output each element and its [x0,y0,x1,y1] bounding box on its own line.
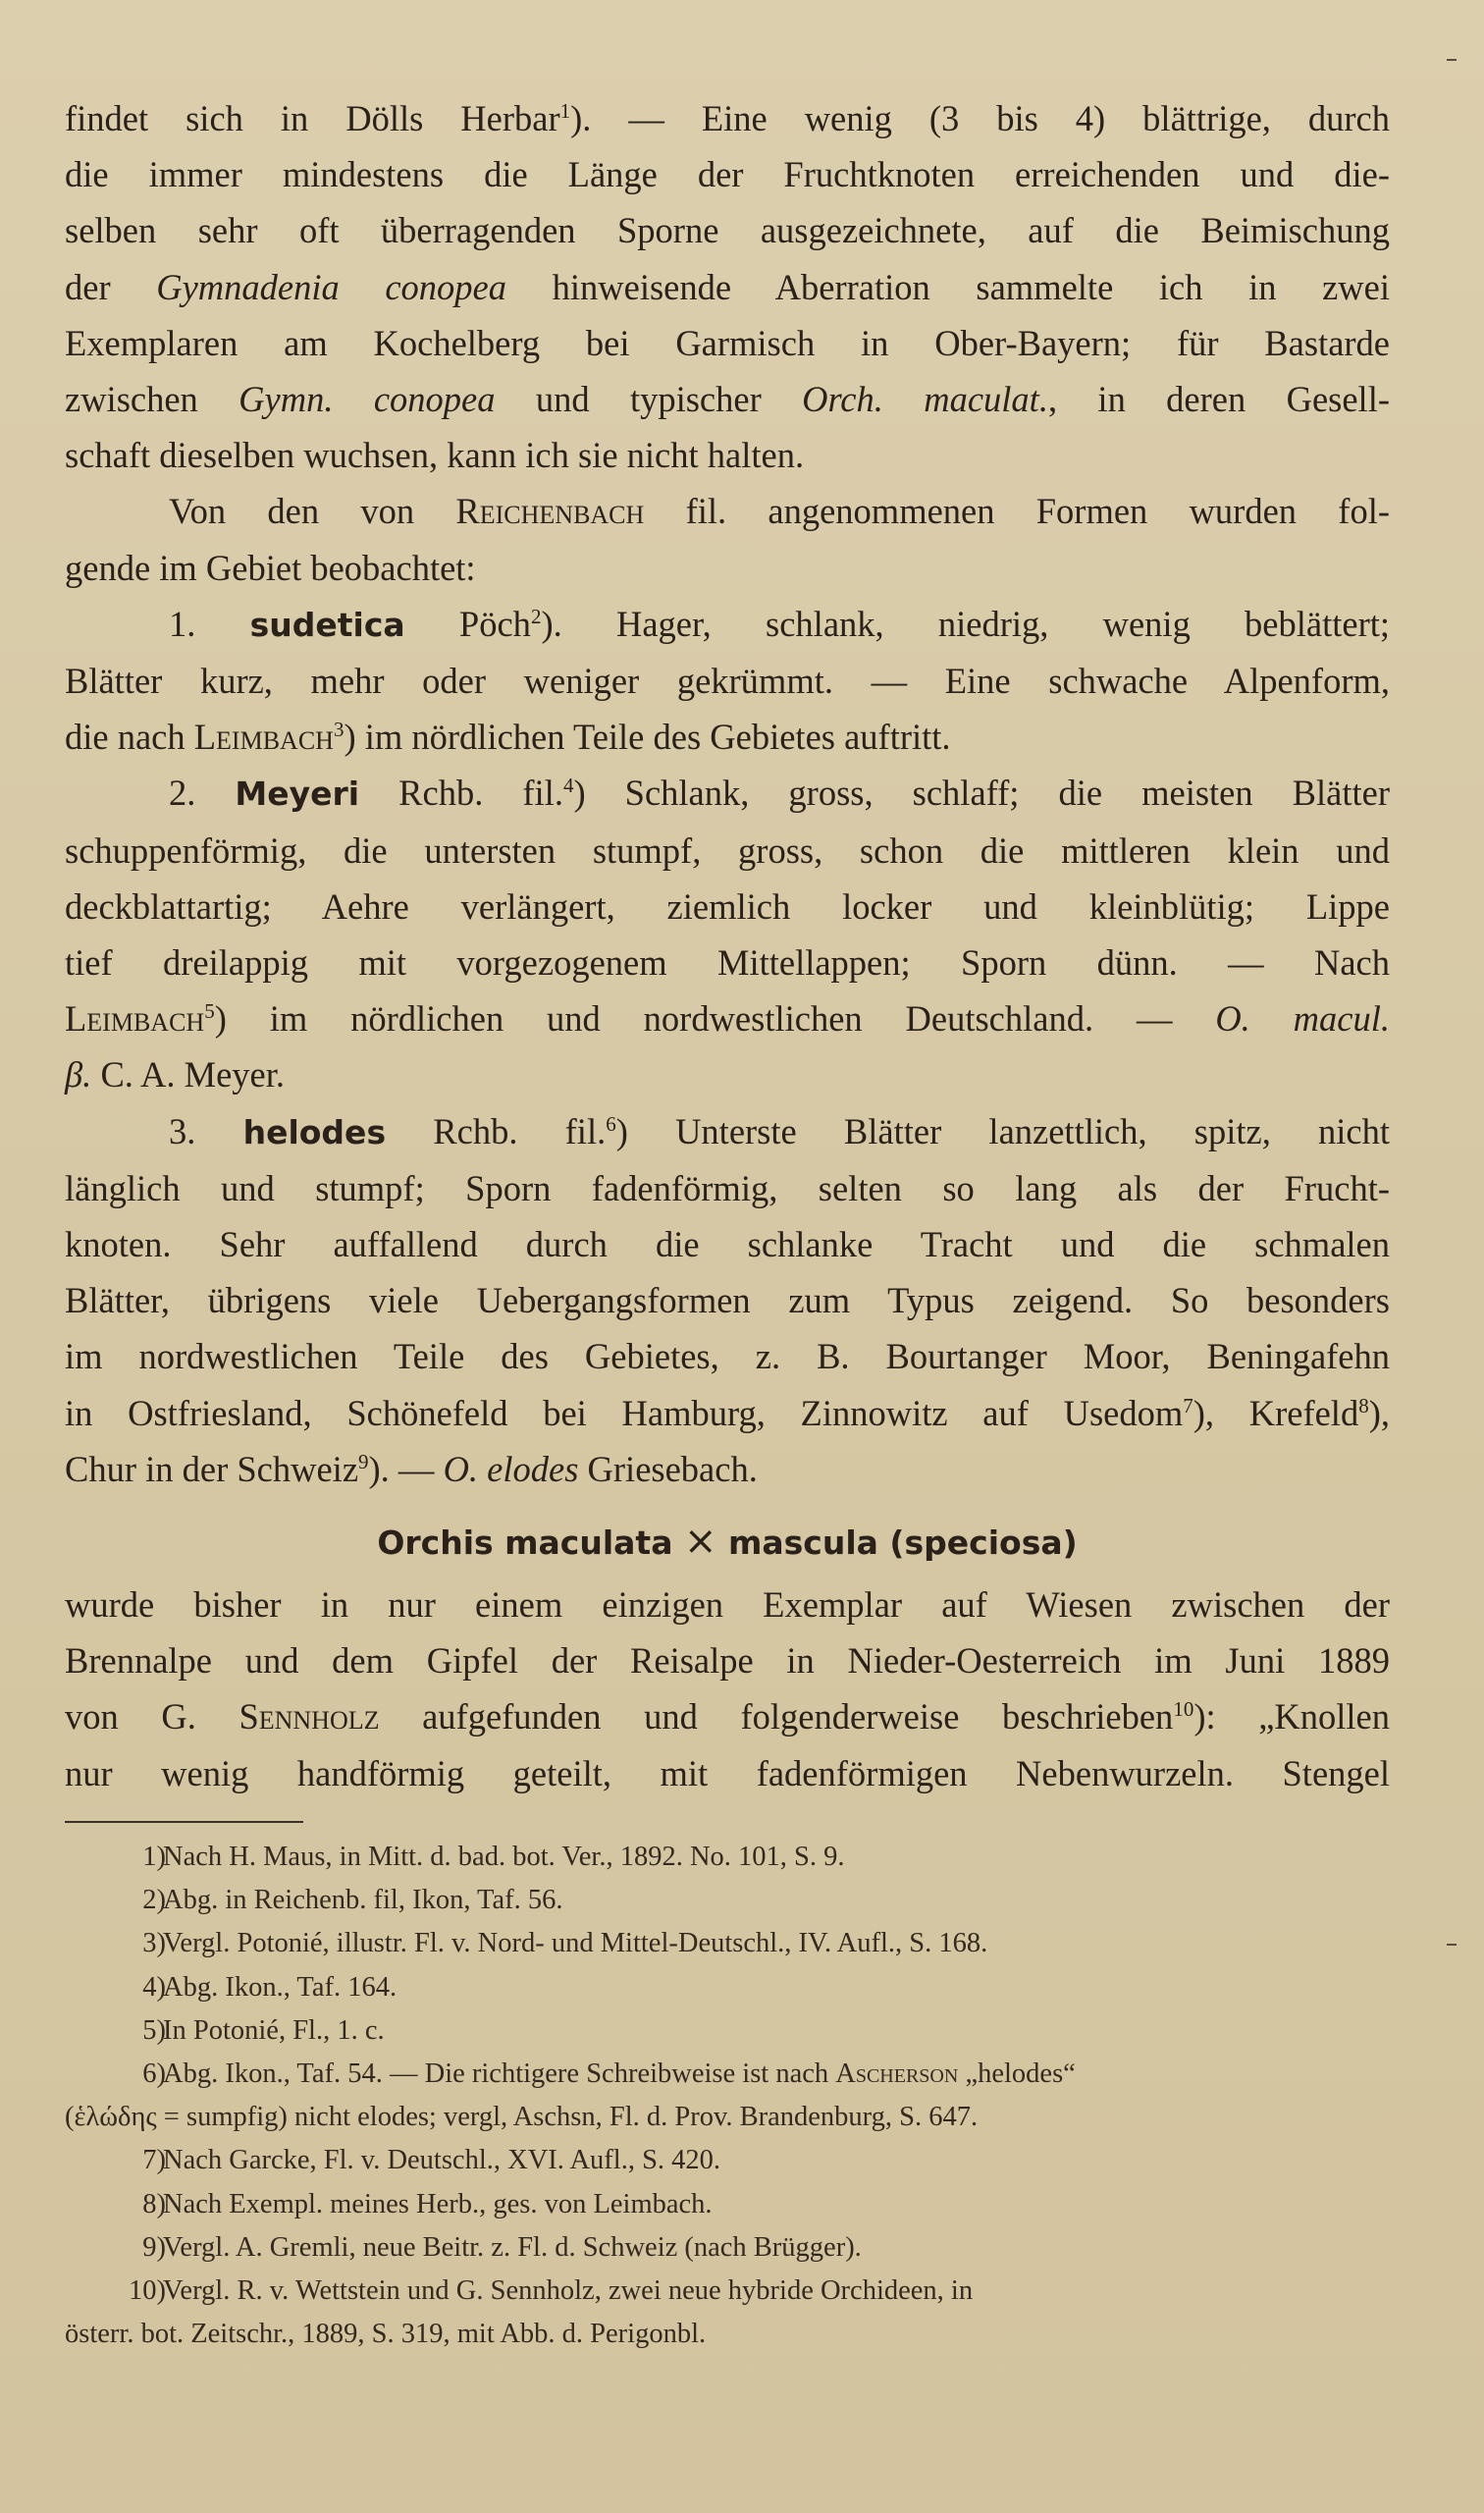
text-line: länglich und stumpf; Sporn fadenförmig, selten so lang als der Frucht- [65,1167,1390,1208]
text-line: selben sehr oft überragenden Sporne ausgezeichnete, auf die Beimischung [65,210,1390,251]
footnote: 5) In Potonié, Fl., 1. c. [142,2014,385,2046]
footnote: 8) Nach Exempl. meines Herb., ges. von Leimbach. [142,2188,713,2219]
text-line: deckblattartig; Aehre verlängert, ziemlich locker und kleinblütig; Lippe [65,885,1390,927]
text-line: im nordwestlichen Teile des Gebietes, z. B. Bourtanger Moor, Beningafehn [65,1336,1390,1377]
footnote: 3) Vergl. Potonié, illustr. Fl. v. Nord- und Mittel-Deutschl., IV. Aufl., S. 168. [142,1928,988,1959]
form-entry-meyeri: 2. Meyeri Rchb. fil.$^4$) Schlank, gross, schlaff; die meisten Blätter [169,773,1391,814]
text-line: schaft dieselben wuchsen, kann ich sie nicht halten. [65,435,805,476]
footnote: 9) Vergl. A. Gremli, neue Beitr. z. Fl. d. Schweiz (nach Brügger). [142,2231,862,2263]
footnote: 1) Nach H. Maus, in Mitt. d. bad. bot. Ver., 1892. No. 101, S. 9. [142,1842,845,1872]
footnote: 7) Nach Garcke, Fl. v. Deutschl., XVI. Aufl., S. 420. [142,2145,721,2176]
text-line: Leimbach$^5$) im nördlichen und nordwestlichen Deutschland. — O. macul. [65,998,1390,1040]
text-line: von G. Sennholz aufgefunden und folgenderweise beschrieben$^{10}$): „Knollen [65,1696,1390,1738]
footnote: 2) Abg. in Reichenb. fil, Ikon, Taf. 56. [142,1885,563,1916]
footnote-divider [65,1821,303,1823]
footnote: 10) Vergl. R. v. Wettstein und G. Sennholz, zwei neue hybride Orchideen, in [129,2275,974,2307]
text-line: Brennalpe und dem Gipfel der Reisalpe in Nieder-Oesterreich im Juni 1889 [65,1640,1390,1682]
text-line: nur wenig handförmig geteilt, mit fadenförmigen Nebenwurzeln. Stengel [65,1752,1390,1793]
margin-mark [1447,1944,1457,1946]
text-line: tief dreilappig mit vorgezogenem Mittellappen; Sporn dünn. — Nach [65,942,1390,984]
footnote-continuation: (ἑλώδης = sumpfig) nicht elodes; vergl, Aschsn, Fl. d. Prov. Brandenburg, S. 647. [65,2102,979,2133]
cross-symbol: × [683,1519,717,1564]
footnote-continuation: österr. bot. Zeitschr., 1889, S. 319, mit Abb. d. Perigonbl. [65,2319,707,2350]
text-line: β. C. A. Meyer. [65,1054,285,1096]
margin-mark [1447,59,1457,61]
section-heading: Orchis maculata × mascula (speciosa) [377,1519,1078,1564]
text-line: zwischen Gymn. conopea und typischer Orch. maculat., in deren Gesell- [65,379,1390,420]
text-line: findet sich in Dölls Herbar$^1$). — Eine wenig (3 bis 4) blättrige, durch [65,98,1390,138]
text-line: die immer mindestens die Länge der Fruchtknoten erreichenden und die- [65,154,1390,195]
text-line: Chur in der Schweiz$^9$). — O. elodes Griesebach. [65,1448,758,1489]
footnotes [65,1836,1390,2356]
text-line: Blätter, übrigens viele Uebergangsformen zum Typus zeigend. So besonders [65,1280,1390,1321]
footnote: 6) Abg. Ikon., Taf. 54. — Die richtigere Schreibweise ist nach Ascherson „helodes“ [142,2059,1076,2090]
footnote: 4) Abg. Ikon., Taf. 164. [142,1971,398,2003]
text-line: wurde bisher in nur einem einzigen Exemplar auf Wiesen zwischen der [65,1584,1390,1625]
form-entry-sudetica: 1. sudetica Pöch$^2$). Hager, schlank, niedrig, wenig beblättert; [169,603,1391,644]
text-line: gende im Gebiet beobachtet: [65,547,476,588]
main-text [65,90,1390,1497]
text-line: Blätter kurz, mehr oder weniger gekrümmt. — Eine schwache Alpenform, [65,661,1390,702]
text-line: die nach Leimbach$^3$) im nördlichen Teile des Gebietes auftritt. [65,717,951,758]
text-line: schuppenförmig, die untersten stumpf, gross, schon die mittleren klein und [65,829,1390,871]
text-line: Exemplaren am Kochelberg bei Garmisch in Ober-Bayern; für Bastarde [65,322,1390,363]
text-line: der Gymnadenia conopea hinweisende Aberration sammelte ich in zwei [65,266,1390,307]
text-line: knoten. Sehr auffallend durch die schlanke Tracht und die schmalen [65,1224,1390,1265]
form-entry-helodes: 3. helodes Rchb. fil.$^6$) Unterste Blätter lanzettlich, spitz, nicht [169,1110,1390,1151]
section-text [65,1577,1390,1801]
text-line: Von den von Reichenbach fil. angenommenen Formen wurden fol- [169,491,1390,532]
text-line: in Ostfriesland, Schönefeld bei Hamburg, Zinnowitz auf Usedom$^7$), Krefeld$^8$), [65,1392,1390,1433]
